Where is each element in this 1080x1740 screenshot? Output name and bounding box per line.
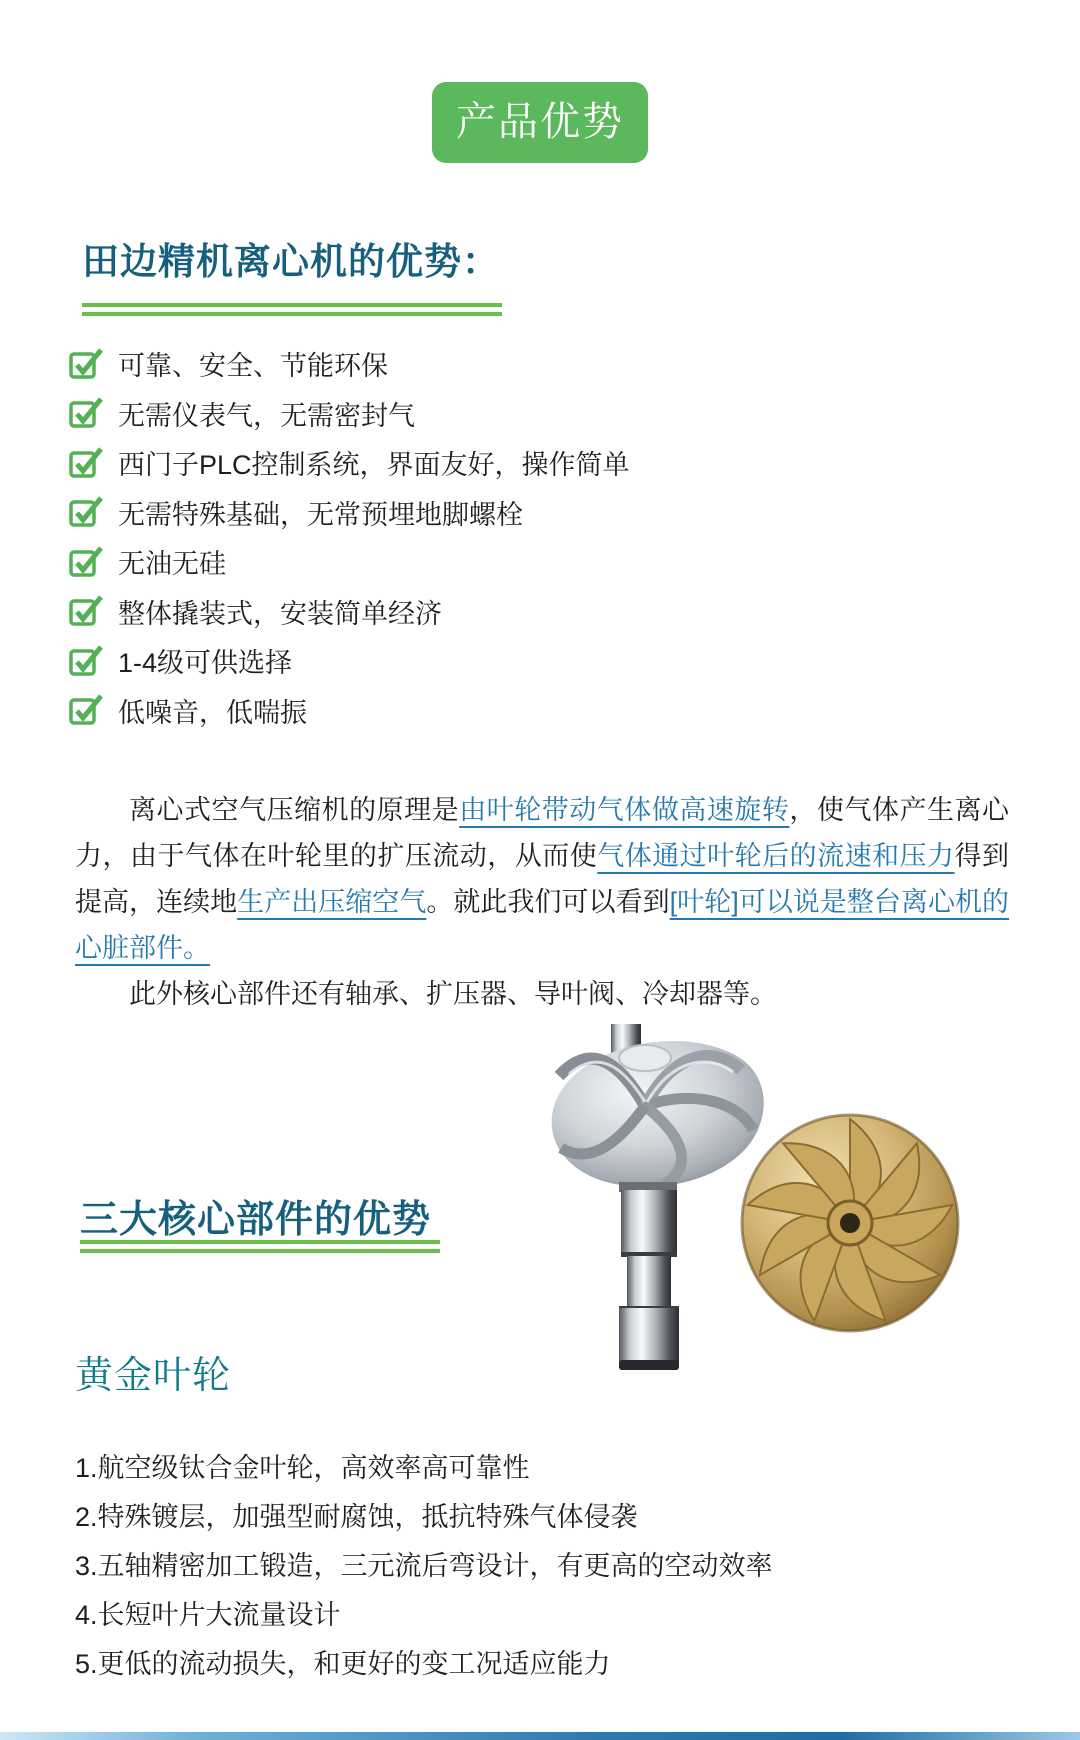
feature-item: 2.特殊镀层，加强型耐腐蚀，抵抗特殊气体侵袭 bbox=[75, 1502, 638, 1532]
checklist-item bbox=[68, 488, 630, 538]
checkbox-checked-icon bbox=[68, 593, 104, 629]
green-double-underline bbox=[80, 1240, 440, 1253]
principle-link[interactable]: 气体通过叶轮后的流速和压力 bbox=[597, 841, 955, 871]
feature-item: 4.长短叶片大流量设计 bbox=[75, 1600, 341, 1630]
principle-paragraphs bbox=[75, 787, 1009, 1017]
feature-item: 1.航空级钛合金叶轮，高效率高可靠性 bbox=[75, 1453, 530, 1483]
checklist-item bbox=[68, 389, 630, 439]
principle-link[interactable]: 由叶轮带动气体做高速旋转 bbox=[459, 795, 790, 825]
checkbox-checked-icon bbox=[68, 445, 104, 481]
advantages-heading: 田边精机离心机的优势： bbox=[82, 241, 500, 282]
core-components-heading: 三大核心部件的优势 bbox=[80, 1199, 432, 1241]
checkbox-checked-icon bbox=[68, 692, 104, 728]
checklist-item-label: 无需特殊基础，无常预埋地脚螺栓 bbox=[118, 499, 523, 530]
bottom-blue-divider bbox=[0, 1732, 1080, 1740]
section-badge-product-advantages: 产品优势 bbox=[432, 82, 648, 163]
checklist-item-label: 可靠、安全、节能环保 bbox=[118, 351, 388, 382]
principle-text-segment: 。就此我们可以看到 bbox=[426, 887, 670, 917]
feature-item: 3.五轴精密加工锻造，三元流后弯设计，有更高的空动效率 bbox=[75, 1551, 773, 1581]
checklist-item-label: 无需仪表气，无需密封气 bbox=[118, 400, 415, 431]
checkbox-checked-icon bbox=[68, 643, 104, 679]
checkbox-checked-icon bbox=[68, 544, 104, 580]
checklist-item bbox=[68, 686, 630, 736]
checklist-item bbox=[68, 339, 630, 389]
golden-impeller-subheading: 黄金叶轮 bbox=[75, 1355, 232, 1397]
silver-impeller-photo bbox=[552, 1024, 764, 1370]
checklist-item bbox=[68, 636, 630, 686]
checklist-item-label: 无油无硅 bbox=[118, 549, 226, 580]
checklist-item bbox=[68, 438, 630, 488]
checklist-item-label: 低噪音，低喘振 bbox=[118, 697, 307, 728]
checklist-item bbox=[68, 587, 630, 637]
advantages-checklist bbox=[68, 339, 630, 735]
checklist-item-label: 西门子PLC控制系统，界面友好，操作简单 bbox=[118, 450, 630, 481]
checkbox-checked-icon bbox=[68, 346, 104, 382]
checkbox-checked-icon bbox=[68, 395, 104, 431]
golden-impeller-photo bbox=[742, 1115, 958, 1331]
feature-item: 5.更低的流动损失，和更好的变工况适应能力 bbox=[75, 1649, 611, 1679]
principle-link[interactable]: 生产出压缩空气 bbox=[237, 887, 427, 917]
principle-text-segment: 得到提高，连续地 bbox=[75, 841, 1010, 917]
principle-note: 此外核心部件还有轴承、扩压器、导叶阀、冷却器等。 bbox=[129, 979, 777, 1009]
principle-text-segment: 离心式空气压缩机的原理是 bbox=[129, 795, 460, 825]
principle-paragraph bbox=[75, 787, 1009, 971]
golden-impeller-feature-list bbox=[75, 1444, 773, 1689]
checklist-item bbox=[68, 537, 630, 587]
green-double-underline bbox=[82, 303, 502, 316]
checkbox-checked-icon bbox=[68, 494, 104, 530]
principle-text-segment: ，使气体产生离心力，由于气体在叶轮里的扩压流动，从而使 bbox=[75, 795, 1010, 871]
checklist-item-label: 整体撬装式，安装简单经济 bbox=[118, 598, 442, 629]
checklist-item-label: 1-4级可供选择 bbox=[118, 648, 293, 679]
impeller-images bbox=[515, 1018, 980, 1380]
principle-link[interactable]: [叶轮]可以说是整台离心机的心脏部件。 bbox=[75, 887, 1010, 963]
